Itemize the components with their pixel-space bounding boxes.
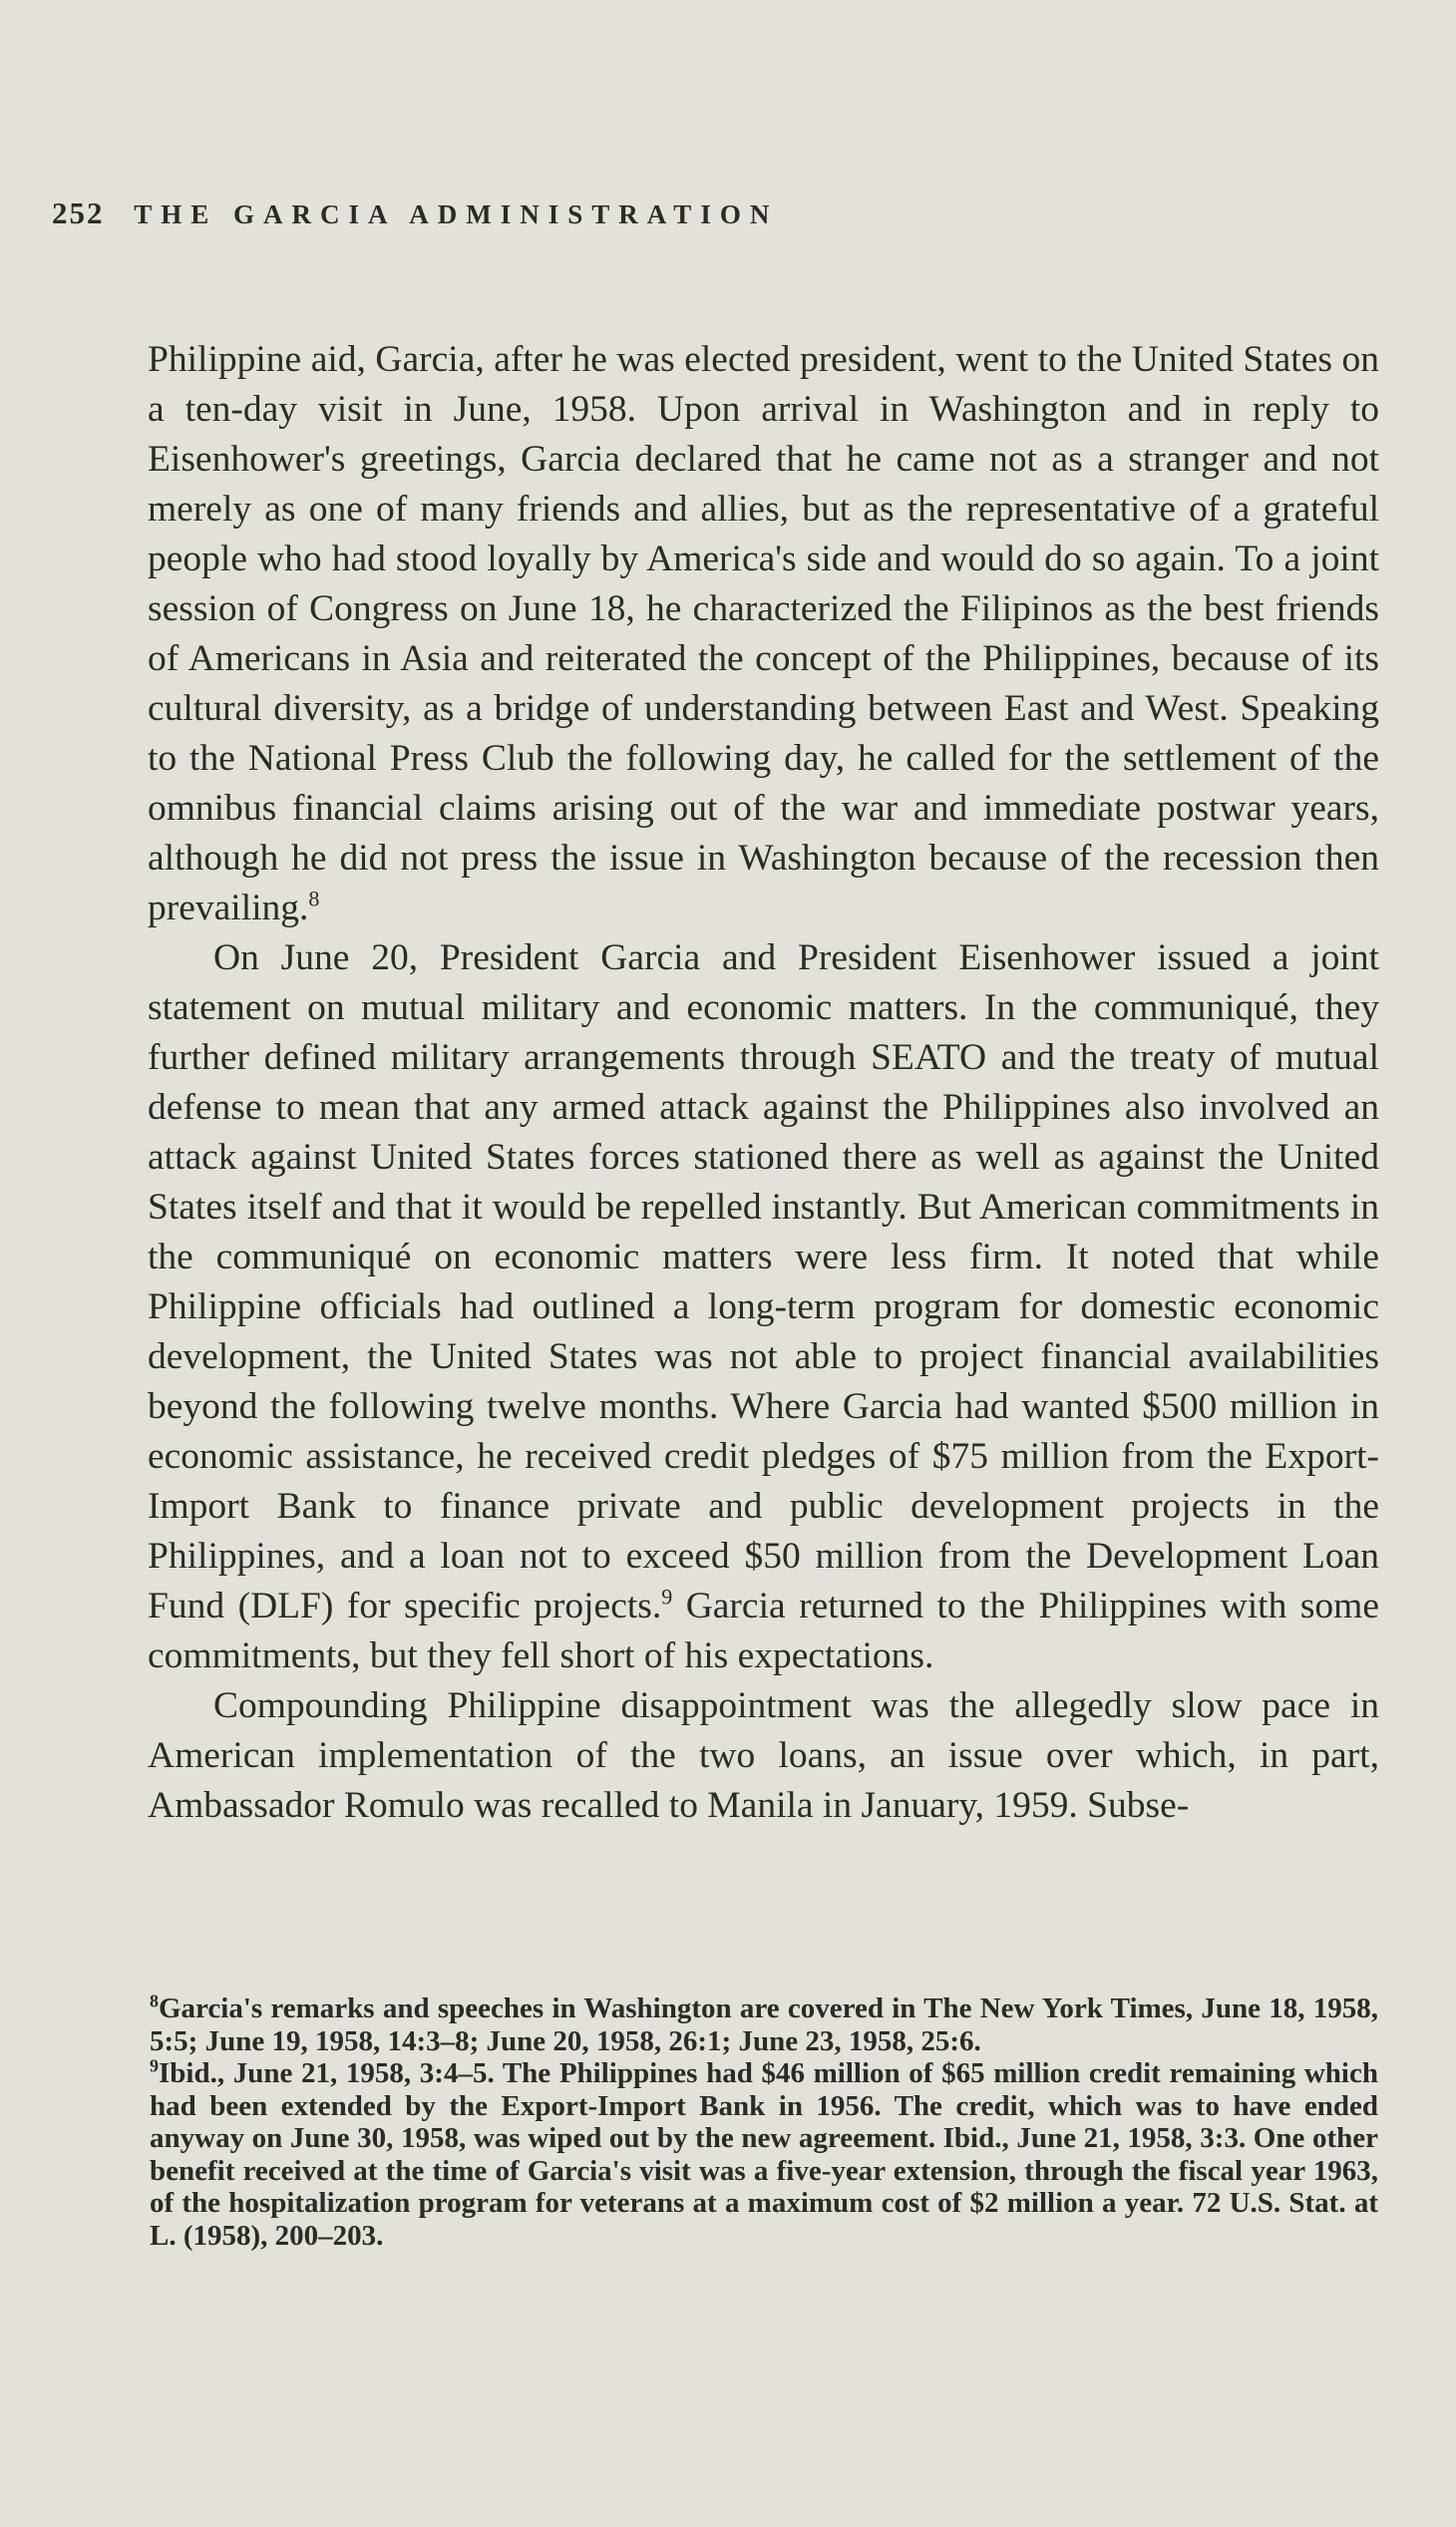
- paragraph-text: Compounding Philippine disappointment was the allegedly slow pace in American implementation of the two loans, an issue over which, in part, Ambassador Romulo was recalled to Manila in January, 1959. Subse-: [148, 1685, 1379, 1826]
- body-text: [148, 335, 1379, 1831]
- running-head: [52, 195, 778, 231]
- paragraph: [148, 933, 1379, 1681]
- paragraph: [148, 1681, 1379, 1831]
- footnote: [150, 1992, 1378, 2057]
- page-number: 252: [52, 195, 105, 230]
- footnote-text: Ibid., June 21, 1958, 3:4–5. The Philippines had $46 million of $65 million credit remaining which had been extended by the Export-Import Bank in 1956. The credit, which was to have ended anyway on June 30, 1958, was wiped out by the new agreement. Ibid., June 21, 1958, 3:3. One other benefit received at the time of Garcia's visit was a five-year extension, through the fiscal year 1963, of the hospitalization program for veterans at a maximum cost of $2 million a year. 72 U.S. Stat. at L. (1958), 200–203.: [150, 2057, 1378, 2252]
- footnotes: [150, 1992, 1378, 2252]
- paragraph-text: On June 20, President Garcia and President Eisenhower issued a joint statement on mutual military and economic matters. In the communiqué, they further defined military arrangements through SEATO and the treaty of mutual defense to mean that any armed attack against the Philippines also involved an attack against United States forces stationed there as well as against the United States itself and that it would be repelled instantly. But American commitments in the communiqué on economic matters were less firm. It noted that while Philippine officials had outlined a long-term program for domestic economic development, the United States was not able to project financial availabilities beyond the following twelve months. Where Garcia had wanted $500 million in economic assistance, he received credit pledges of $75 million from the Export-Import Bank to finance private and public development projects in the Philippines, and a loan not to exceed $50 million from the Development Loan Fund (DLF) for specific projects.: [148, 937, 1379, 1626]
- footnote: [150, 2057, 1378, 2252]
- paragraph-text-continued: Garcia returned to the Philippines with some commitments, but they fell short of his expectations.: [148, 1586, 1379, 1676]
- footnote-reference: 9: [661, 1584, 673, 1610]
- running-title: THE GARCIA ADMINISTRATION: [134, 199, 779, 229]
- footnote-text: Garcia's remarks and speeches in Washington are covered in The New York Times, June 18, 1958, 5:5; June 19, 1958, 14:3–8; June 20, 1958, 26:1; June 23, 1958, 25:6.: [150, 1992, 1378, 2057]
- footnote-reference: 8: [308, 886, 320, 911]
- paragraph: [148, 335, 1379, 933]
- paragraph-text: Philippine aid, Garcia, after he was elected president, went to the United States on a ten-day visit in June, 1958. Upon arrival in Washington and in reply to Eisenhower's greetings, Garcia declared that he came not as a stranger and not merely as one of many friends and allies, but as the representative of a grateful people who had stood loyally by America's side and would do so again. To a joint session of Congress on June 18, he characterized the Filipinos as the best friends of Americans in Asia and reiterated the concept of the Philippines, because of its cultural diversity, as a bridge of understanding between East and West. Speaking to the National Press Club the following day, he called for the settlement of the omnibus financial claims arising out of the war and immediate postwar years, although he did not press the issue in Washington because of the recession then prevailing.: [148, 339, 1379, 928]
- footnote-marker: 8: [150, 1990, 159, 2011]
- footnote-marker: 9: [150, 2055, 159, 2076]
